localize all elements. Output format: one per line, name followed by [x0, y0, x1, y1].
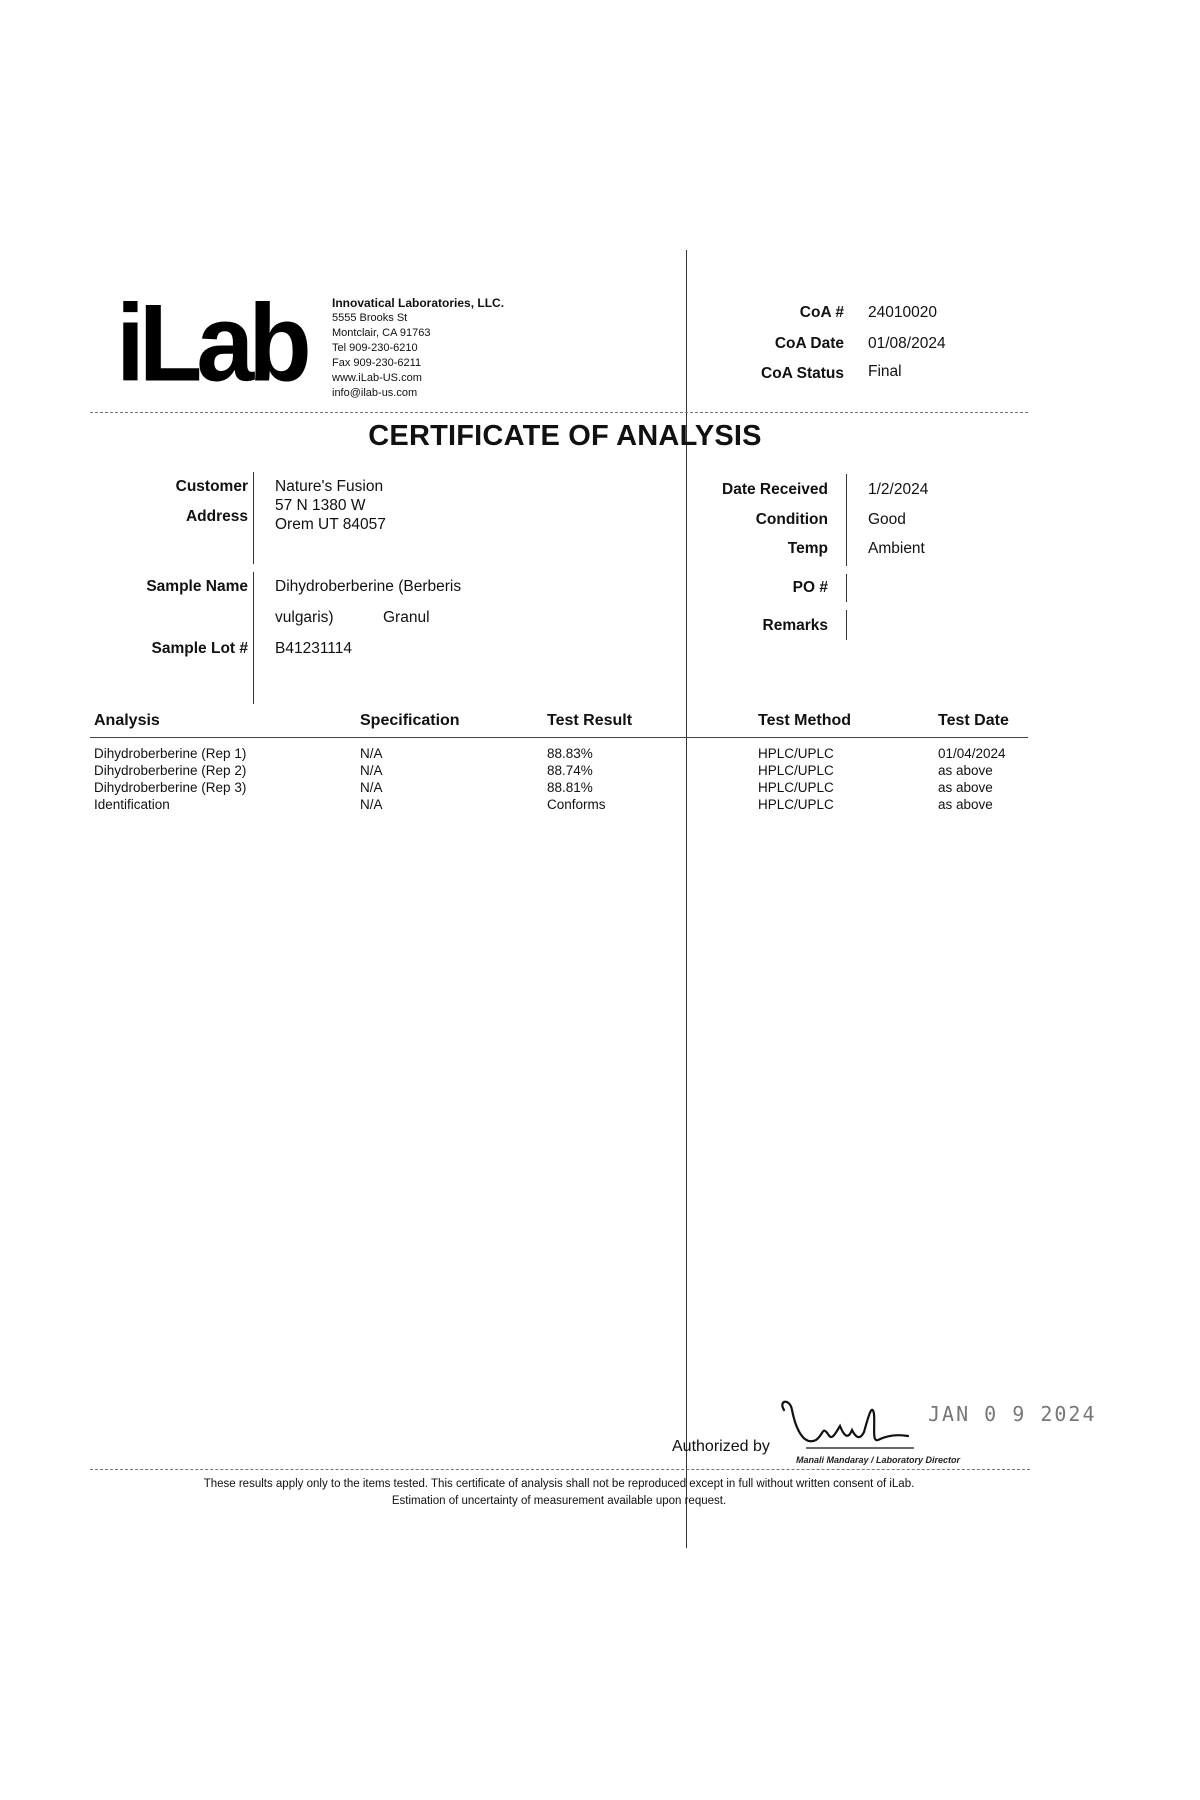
coa-date-value: 01/08/2024 — [868, 335, 946, 352]
customer-label: Customer — [175, 478, 248, 495]
sample-name-line-2a: vulgaris) — [275, 609, 334, 626]
col-header-method: Test Method — [758, 712, 852, 729]
sample-name-label: Sample Name — [146, 578, 248, 595]
row-analysis: Dihydroberberine (Rep 1) — [94, 746, 247, 761]
sample-name-line-1: Dihydroberberine (Berberis — [275, 578, 462, 595]
lab-city: Montclair, CA 91763 — [332, 327, 431, 339]
row-result: 88.81% — [547, 780, 593, 795]
signer-caption: Manali Mandaray / Laboratory Director — [796, 1455, 961, 1465]
coa-status-label: CoA Status — [761, 365, 844, 382]
sample-lot-value: B41231114 — [275, 640, 353, 657]
date-stamp: JAN 0 9 2024 — [928, 1402, 1097, 1426]
footer-line-2: Estimation of uncertainty of measurement available upon request. — [391, 1495, 727, 1507]
condition-label: Condition — [755, 511, 828, 528]
row-date: as above — [938, 763, 993, 778]
row-result: Conforms — [547, 797, 606, 812]
row-analysis: Identification — [94, 797, 170, 812]
remarks-label: Remarks — [762, 617, 828, 634]
sample-name-line-2b: Granul — [383, 609, 430, 626]
lab-fax: Fax 909-230-6211 — [332, 357, 422, 369]
col-header-specification: Specification — [360, 712, 460, 729]
sample-lot-label: Sample Lot # — [151, 640, 248, 657]
row-specification: N/A — [360, 780, 383, 795]
row-method: HPLC/UPLC — [758, 763, 834, 778]
ilab-logo: iLab — [116, 283, 306, 405]
coa-number-label: CoA # — [799, 304, 844, 321]
receipt-separator — [846, 474, 847, 566]
row-method: HPLC/UPLC — [758, 780, 834, 795]
lab-tel: Tel 909-230-6210 — [332, 342, 418, 354]
row-method: HPLC/UPLC — [758, 797, 834, 812]
po-label: PO # — [792, 579, 828, 596]
remarks-separator — [846, 610, 847, 640]
col-header-analysis: Analysis — [94, 712, 160, 729]
signature — [776, 1396, 916, 1458]
customer-name: Nature's Fusion — [275, 478, 384, 495]
address-line-1: 57 N 1380 W — [275, 497, 366, 514]
row-specification: N/A — [360, 763, 383, 778]
lab-email: info@ilab-us.com — [332, 387, 418, 399]
header-divider — [90, 412, 1028, 413]
row-result: 88.74% — [547, 763, 593, 778]
page-title: CERTIFICATE OF ANALYSIS — [368, 420, 762, 452]
lab-name: Innovatical Laboratories, LLC. — [332, 296, 505, 310]
coa-status-value: Final — [868, 363, 902, 380]
customer-separator — [253, 472, 254, 564]
date-received-label: Date Received — [722, 481, 828, 498]
footer-line-1: These results apply only to the items tested. This certificate of analysis shall not be reproduced except in full without written consent of iLab. — [203, 1478, 915, 1490]
lab-website: www.iLab-US.com — [332, 372, 422, 384]
row-method: HPLC/UPLC — [758, 746, 834, 761]
col-header-result: Test Result — [547, 712, 633, 729]
row-result: 88.83% — [547, 746, 593, 761]
table-header-rule — [90, 737, 1028, 738]
sample-separator — [253, 572, 254, 704]
coa-number-value: 24010020 — [868, 304, 937, 321]
coa-date-label: CoA Date — [774, 335, 844, 352]
date-received-value: 1/2/2024 — [868, 481, 929, 498]
lab-street: 5555 Brooks St — [332, 312, 408, 324]
authorized-by-label: Authorized by — [672, 1438, 770, 1455]
temp-value: Ambient — [868, 540, 925, 557]
po-separator — [846, 574, 847, 602]
col-header-date: Test Date — [938, 712, 1009, 729]
row-date: as above — [938, 780, 993, 795]
row-analysis: Dihydroberberine (Rep 3) — [94, 780, 247, 795]
address-line-2: Orem UT 84057 — [275, 516, 386, 533]
row-date: as above — [938, 797, 993, 812]
lab-contact-block — [332, 296, 504, 401]
footer-divider — [90, 1469, 1030, 1470]
row-analysis: Dihydroberberine (Rep 2) — [94, 763, 247, 778]
row-specification: N/A — [360, 746, 383, 761]
row-date: 01/04/2024 — [938, 746, 1006, 761]
condition-value: Good — [868, 511, 906, 528]
temp-label: Temp — [787, 540, 828, 557]
footer-disclaimer — [90, 1476, 1028, 1510]
row-specification: N/A — [360, 797, 383, 812]
address-label: Address — [185, 508, 248, 525]
